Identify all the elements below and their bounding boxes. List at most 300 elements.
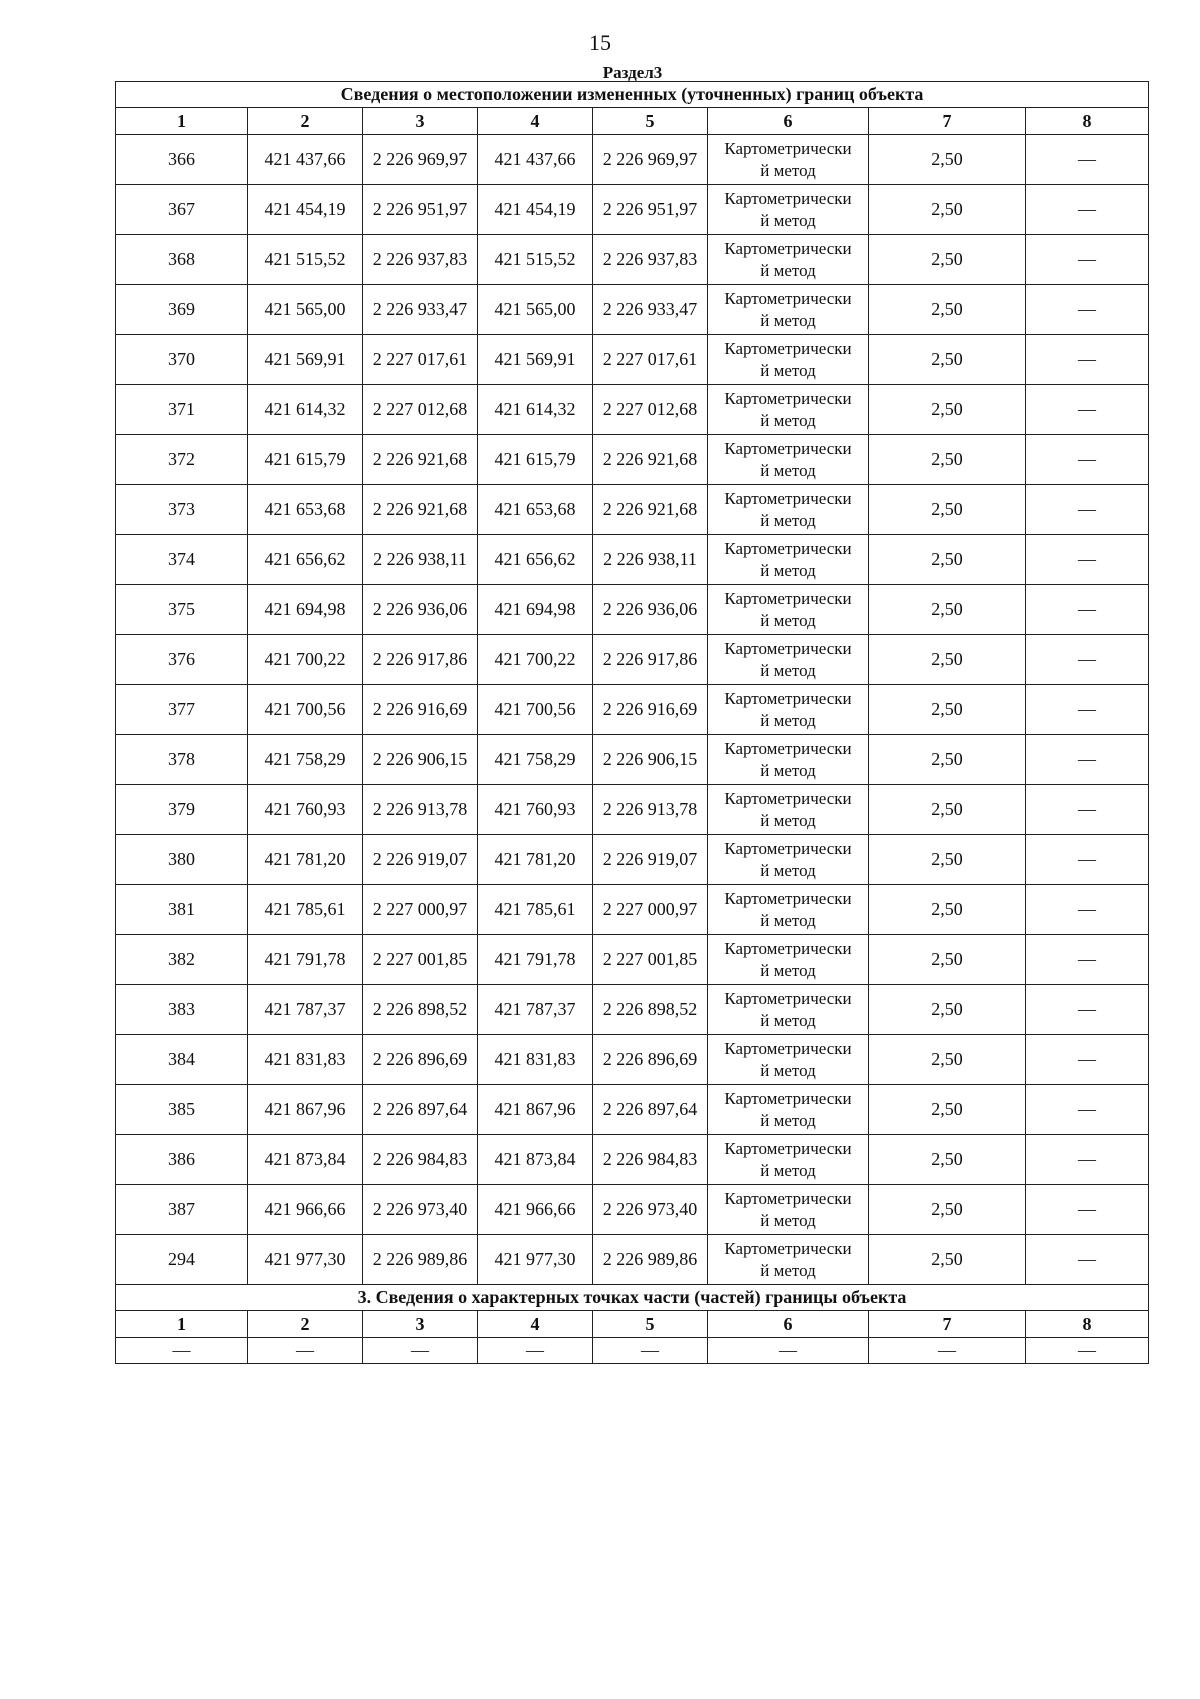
method-line-2: й метод xyxy=(760,1260,816,1280)
column-number: 2 xyxy=(248,1311,363,1338)
x-existing-cell: 421 831,83 xyxy=(248,1035,363,1085)
empty-cell: — xyxy=(1026,1338,1149,1364)
y-existing-cell: 2 226 897,64 xyxy=(363,1085,478,1135)
x-new-cell: 421 785,61 xyxy=(478,885,593,935)
empty-cell: — xyxy=(116,1338,248,1364)
method-cell xyxy=(708,1135,869,1185)
accuracy-cell: 2,50 xyxy=(869,585,1026,635)
method-line-1: Картометрически xyxy=(724,738,852,758)
method-line-2: й метод xyxy=(760,610,816,630)
accuracy-cell: 2,50 xyxy=(869,1185,1026,1235)
note-cell: — xyxy=(1026,735,1149,785)
y-new-cell: 2 226 936,06 xyxy=(593,585,708,635)
method-line-2: й метод xyxy=(760,260,816,280)
method-text xyxy=(708,1088,868,1132)
method-text xyxy=(708,538,868,582)
accuracy-cell: 2,50 xyxy=(869,1235,1026,1285)
method-line-2: й метод xyxy=(760,560,816,580)
point-number-cell: 371 xyxy=(116,385,248,435)
table-row xyxy=(116,885,1149,935)
y-new-cell: 2 226 906,15 xyxy=(593,735,708,785)
accuracy-cell: 2,50 xyxy=(869,485,1026,535)
y-existing-cell: 2 226 938,11 xyxy=(363,535,478,585)
point-number-cell: 384 xyxy=(116,1035,248,1085)
section3-column-number-row xyxy=(116,1311,1149,1338)
point-number-cell: 368 xyxy=(116,235,248,285)
method-line-1: Картометрически xyxy=(724,788,852,808)
method-line-2: й метод xyxy=(760,860,816,880)
method-text xyxy=(708,888,868,932)
note-cell: — xyxy=(1026,185,1149,235)
table-row xyxy=(116,285,1149,335)
table-row xyxy=(116,385,1149,435)
y-existing-cell: 2 227 001,85 xyxy=(363,935,478,985)
method-cell xyxy=(708,985,869,1035)
y-new-cell: 2 227 001,85 xyxy=(593,935,708,985)
accuracy-cell: 2,50 xyxy=(869,735,1026,785)
point-number-cell: 380 xyxy=(116,835,248,885)
y-existing-cell: 2 226 989,86 xyxy=(363,1235,478,1285)
note-cell: — xyxy=(1026,1185,1149,1235)
method-line-2: й метод xyxy=(760,1160,816,1180)
method-line-2: й метод xyxy=(760,660,816,680)
method-text xyxy=(708,688,868,732)
x-existing-cell: 421 653,68 xyxy=(248,485,363,535)
method-cell xyxy=(708,635,869,685)
method-line-2: й метод xyxy=(760,160,816,180)
column-number: 4 xyxy=(478,108,593,135)
x-existing-cell: 421 700,22 xyxy=(248,635,363,685)
y-new-cell: 2 226 938,11 xyxy=(593,535,708,585)
table-row xyxy=(116,435,1149,485)
method-cell xyxy=(708,135,869,185)
note-cell: — xyxy=(1026,535,1149,585)
method-line-1: Картометрически xyxy=(724,638,852,658)
y-existing-cell: 2 226 937,83 xyxy=(363,235,478,285)
x-existing-cell: 421 515,52 xyxy=(248,235,363,285)
method-text xyxy=(708,238,868,282)
accuracy-cell: 2,50 xyxy=(869,1085,1026,1135)
note-cell: — xyxy=(1026,785,1149,835)
x-new-cell: 421 781,20 xyxy=(478,835,593,885)
method-line-2: й метод xyxy=(760,710,816,730)
empty-cell: — xyxy=(708,1338,869,1364)
note-cell: — xyxy=(1026,385,1149,435)
method-line-2: й метод xyxy=(760,360,816,380)
y-new-cell: 2 226 984,83 xyxy=(593,1135,708,1185)
point-number-cell: 377 xyxy=(116,685,248,735)
method-text xyxy=(708,488,868,532)
method-text xyxy=(708,1188,868,1232)
y-new-cell: 2 226 896,69 xyxy=(593,1035,708,1085)
method-line-1: Картометрически xyxy=(724,188,852,208)
method-text xyxy=(708,938,868,982)
method-line-1: Картометрически xyxy=(724,888,852,908)
column-number: 6 xyxy=(708,1311,869,1338)
y-new-cell: 2 226 937,83 xyxy=(593,235,708,285)
y-existing-cell: 2 226 919,07 xyxy=(363,835,478,885)
point-number-cell: 369 xyxy=(116,285,248,335)
y-existing-cell: 2 226 921,68 xyxy=(363,485,478,535)
method-text xyxy=(708,588,868,632)
method-line-1: Картометрически xyxy=(724,138,852,158)
x-existing-cell: 421 781,20 xyxy=(248,835,363,885)
method-text xyxy=(708,988,868,1032)
y-existing-cell: 2 226 951,97 xyxy=(363,185,478,235)
x-existing-cell: 421 700,56 xyxy=(248,685,363,735)
y-existing-cell: 2 226 913,78 xyxy=(363,785,478,835)
point-number-cell: 378 xyxy=(116,735,248,785)
method-cell xyxy=(708,1035,869,1085)
column-number: 5 xyxy=(593,1311,708,1338)
method-cell xyxy=(708,785,869,835)
method-cell xyxy=(708,835,869,885)
y-new-cell: 2 226 917,86 xyxy=(593,635,708,685)
method-line-1: Картометрически xyxy=(724,688,852,708)
method-cell xyxy=(708,685,869,735)
column-number: 2 xyxy=(248,108,363,135)
method-cell xyxy=(708,285,869,335)
point-number-cell: 376 xyxy=(116,635,248,685)
y-existing-cell: 2 226 896,69 xyxy=(363,1035,478,1085)
x-new-cell: 421 565,00 xyxy=(478,285,593,335)
method-line-1: Картометрически xyxy=(724,938,852,958)
x-existing-cell: 421 694,98 xyxy=(248,585,363,635)
column-number: 7 xyxy=(869,108,1026,135)
method-cell xyxy=(708,535,869,585)
table-row xyxy=(116,535,1149,585)
method-line-2: й метод xyxy=(760,1110,816,1130)
y-new-cell: 2 226 919,07 xyxy=(593,835,708,885)
method-line-1: Картометрически xyxy=(724,588,852,608)
accuracy-cell: 2,50 xyxy=(869,785,1026,835)
note-cell: — xyxy=(1026,435,1149,485)
column-number-row xyxy=(116,108,1149,135)
x-new-cell: 421 615,79 xyxy=(478,435,593,485)
table-row xyxy=(116,685,1149,735)
note-cell: — xyxy=(1026,335,1149,385)
x-new-cell: 421 966,66 xyxy=(478,1185,593,1235)
y-new-cell: 2 227 017,61 xyxy=(593,335,708,385)
method-line-1: Картометрически xyxy=(724,338,852,358)
accuracy-cell: 2,50 xyxy=(869,685,1026,735)
y-existing-cell: 2 226 933,47 xyxy=(363,285,478,335)
section3-title: 3. Сведения о характерных точках части (частей) границы объекта xyxy=(116,1285,1149,1311)
method-text xyxy=(708,388,868,432)
accuracy-cell: 2,50 xyxy=(869,535,1026,585)
method-line-1: Картометрически xyxy=(724,388,852,408)
method-line-2: й метод xyxy=(760,910,816,930)
method-text xyxy=(708,188,868,232)
note-cell: — xyxy=(1026,235,1149,285)
column-number: 6 xyxy=(708,108,869,135)
y-new-cell: 2 226 897,64 xyxy=(593,1085,708,1135)
note-cell: — xyxy=(1026,135,1149,185)
method-cell xyxy=(708,585,869,635)
method-cell xyxy=(708,1185,869,1235)
method-line-1: Картометрически xyxy=(724,238,852,258)
x-existing-cell: 421 614,32 xyxy=(248,385,363,435)
x-existing-cell: 421 977,30 xyxy=(248,1235,363,1285)
method-line-2: й метод xyxy=(760,210,816,230)
table-row xyxy=(116,1035,1149,1085)
y-existing-cell: 2 226 898,52 xyxy=(363,985,478,1035)
table-title-row xyxy=(116,82,1149,108)
accuracy-cell: 2,50 xyxy=(869,385,1026,435)
x-existing-cell: 421 437,66 xyxy=(248,135,363,185)
method-line-2: й метод xyxy=(760,310,816,330)
x-existing-cell: 421 867,96 xyxy=(248,1085,363,1135)
x-existing-cell: 421 760,93 xyxy=(248,785,363,835)
method-cell xyxy=(708,485,869,535)
method-line-1: Картометрически xyxy=(724,1188,852,1208)
method-line-2: й метод xyxy=(760,1010,816,1030)
point-number-cell: 381 xyxy=(116,885,248,935)
table-row xyxy=(116,135,1149,185)
accuracy-cell: 2,50 xyxy=(869,885,1026,935)
method-line-1: Картометрически xyxy=(724,1088,852,1108)
y-existing-cell: 2 226 973,40 xyxy=(363,1185,478,1235)
x-existing-cell: 421 454,19 xyxy=(248,185,363,235)
table-row xyxy=(116,185,1149,235)
x-new-cell: 421 787,37 xyxy=(478,985,593,1035)
table-title: Сведения о местоположении измененных (уточненных) границ объекта xyxy=(116,82,1149,108)
point-number-cell: 387 xyxy=(116,1185,248,1235)
method-text xyxy=(708,638,868,682)
method-text xyxy=(708,438,868,482)
table-row xyxy=(116,935,1149,985)
point-number-cell: 294 xyxy=(116,1235,248,1285)
accuracy-cell: 2,50 xyxy=(869,285,1026,335)
method-line-1: Картометрически xyxy=(724,538,852,558)
y-existing-cell: 2 226 916,69 xyxy=(363,685,478,735)
y-new-cell: 2 226 933,47 xyxy=(593,285,708,335)
x-existing-cell: 421 656,62 xyxy=(248,535,363,585)
x-new-cell: 421 873,84 xyxy=(478,1135,593,1185)
method-line-1: Картометрически xyxy=(724,1138,852,1158)
x-existing-cell: 421 791,78 xyxy=(248,935,363,985)
section3-empty-row xyxy=(116,1338,1149,1364)
empty-cell: — xyxy=(593,1338,708,1364)
section3-title-row xyxy=(116,1285,1149,1311)
y-existing-cell: 2 226 921,68 xyxy=(363,435,478,485)
accuracy-cell: 2,50 xyxy=(869,985,1026,1035)
x-existing-cell: 421 615,79 xyxy=(248,435,363,485)
note-cell: — xyxy=(1026,1085,1149,1135)
page-number: 15 xyxy=(589,30,611,55)
note-cell: — xyxy=(1026,1135,1149,1185)
table-row xyxy=(116,785,1149,835)
y-new-cell: 2 226 913,78 xyxy=(593,785,708,835)
x-new-cell: 421 700,56 xyxy=(478,685,593,735)
point-number-cell: 375 xyxy=(116,585,248,635)
note-cell: — xyxy=(1026,485,1149,535)
method-text xyxy=(708,788,868,832)
method-text xyxy=(708,338,868,382)
method-line-1: Картометрически xyxy=(724,1038,852,1058)
method-line-1: Картометрически xyxy=(724,288,852,308)
column-number: 4 xyxy=(478,1311,593,1338)
accuracy-cell: 2,50 xyxy=(869,135,1026,185)
x-new-cell: 421 760,93 xyxy=(478,785,593,835)
point-number-cell: 386 xyxy=(116,1135,248,1185)
method-line-1: Картометрически xyxy=(724,838,852,858)
method-cell xyxy=(708,185,869,235)
empty-cell: — xyxy=(248,1338,363,1364)
x-new-cell: 421 656,62 xyxy=(478,535,593,585)
method-line-2: й метод xyxy=(760,1210,816,1230)
y-new-cell: 2 226 921,68 xyxy=(593,435,708,485)
x-new-cell: 421 454,19 xyxy=(478,185,593,235)
x-new-cell: 421 614,32 xyxy=(478,385,593,435)
point-number-cell: 382 xyxy=(116,935,248,985)
note-cell: — xyxy=(1026,835,1149,885)
note-cell: — xyxy=(1026,985,1149,1035)
column-number: 3 xyxy=(363,108,478,135)
table-row xyxy=(116,835,1149,885)
accuracy-cell: 2,50 xyxy=(869,185,1026,235)
note-cell: — xyxy=(1026,885,1149,935)
point-number-cell: 385 xyxy=(116,1085,248,1135)
y-existing-cell: 2 226 936,06 xyxy=(363,585,478,635)
y-new-cell: 2 226 973,40 xyxy=(593,1185,708,1235)
method-line-2: й метод xyxy=(760,460,816,480)
x-new-cell: 421 515,52 xyxy=(478,235,593,285)
point-number-cell: 372 xyxy=(116,435,248,485)
table-row xyxy=(116,1185,1149,1235)
method-line-2: й метод xyxy=(760,960,816,980)
table-row xyxy=(116,635,1149,685)
table-row xyxy=(116,585,1149,635)
method-text xyxy=(708,1038,868,1082)
x-new-cell: 421 758,29 xyxy=(478,735,593,785)
method-line-1: Картометрически xyxy=(724,1238,852,1258)
y-existing-cell: 2 226 917,86 xyxy=(363,635,478,685)
point-number-cell: 379 xyxy=(116,785,248,835)
method-line-1: Картометрически xyxy=(724,438,852,458)
accuracy-cell: 2,50 xyxy=(869,935,1026,985)
method-text xyxy=(708,1138,868,1182)
x-new-cell: 421 569,91 xyxy=(478,335,593,385)
x-existing-cell: 421 569,91 xyxy=(248,335,363,385)
y-existing-cell: 2 227 000,97 xyxy=(363,885,478,935)
note-cell: — xyxy=(1026,1035,1149,1085)
x-new-cell: 421 977,30 xyxy=(478,1235,593,1285)
x-existing-cell: 421 565,00 xyxy=(248,285,363,335)
y-existing-cell: 2 227 017,61 xyxy=(363,335,478,385)
method-cell xyxy=(708,1235,869,1285)
method-line-2: й метод xyxy=(760,510,816,530)
table-row xyxy=(116,1085,1149,1135)
method-cell xyxy=(708,435,869,485)
method-line-2: й метод xyxy=(760,410,816,430)
method-cell xyxy=(708,1085,869,1135)
y-existing-cell: 2 226 906,15 xyxy=(363,735,478,785)
x-new-cell: 421 791,78 xyxy=(478,935,593,985)
table-row xyxy=(116,985,1149,1035)
y-new-cell: 2 226 969,97 xyxy=(593,135,708,185)
table-row xyxy=(116,1235,1149,1285)
note-cell: — xyxy=(1026,635,1149,685)
note-cell: — xyxy=(1026,585,1149,635)
method-line-2: й метод xyxy=(760,810,816,830)
y-new-cell: 2 226 916,69 xyxy=(593,685,708,735)
column-number: 1 xyxy=(116,108,248,135)
method-text xyxy=(708,138,868,182)
column-number: 3 xyxy=(363,1311,478,1338)
note-cell: — xyxy=(1026,685,1149,735)
method-cell xyxy=(708,235,869,285)
column-number: 8 xyxy=(1026,1311,1149,1338)
note-cell: — xyxy=(1026,285,1149,335)
method-cell xyxy=(708,735,869,785)
boundary-table xyxy=(115,81,1149,1364)
point-number-cell: 383 xyxy=(116,985,248,1035)
empty-cell: — xyxy=(363,1338,478,1364)
y-existing-cell: 2 227 012,68 xyxy=(363,385,478,435)
table-row xyxy=(116,335,1149,385)
method-text xyxy=(708,838,868,882)
method-cell xyxy=(708,885,869,935)
table-row xyxy=(116,485,1149,535)
method-line-2: й метод xyxy=(760,1060,816,1080)
y-new-cell: 2 227 012,68 xyxy=(593,385,708,435)
empty-cell: — xyxy=(478,1338,593,1364)
x-existing-cell: 421 758,29 xyxy=(248,735,363,785)
x-new-cell: 421 831,83 xyxy=(478,1035,593,1085)
method-text xyxy=(708,1238,868,1282)
accuracy-cell: 2,50 xyxy=(869,335,1026,385)
note-cell: — xyxy=(1026,935,1149,985)
x-existing-cell: 421 873,84 xyxy=(248,1135,363,1185)
empty-cell: — xyxy=(869,1338,1026,1364)
column-number: 5 xyxy=(593,108,708,135)
column-number: 7 xyxy=(869,1311,1026,1338)
y-new-cell: 2 226 921,68 xyxy=(593,485,708,535)
table-row xyxy=(116,1135,1149,1185)
point-number-cell: 373 xyxy=(116,485,248,535)
point-number-cell: 366 xyxy=(116,135,248,185)
method-line-1: Картометрически xyxy=(724,988,852,1008)
section-label: Раздел3 xyxy=(602,63,663,82)
point-number-cell: 374 xyxy=(116,535,248,585)
y-new-cell: 2 226 898,52 xyxy=(593,985,708,1035)
method-text xyxy=(708,738,868,782)
point-number-cell: 367 xyxy=(116,185,248,235)
accuracy-cell: 2,50 xyxy=(869,1035,1026,1085)
accuracy-cell: 2,50 xyxy=(869,1135,1026,1185)
method-cell xyxy=(708,335,869,385)
accuracy-cell: 2,50 xyxy=(869,635,1026,685)
x-existing-cell: 421 787,37 xyxy=(248,985,363,1035)
method-cell xyxy=(708,385,869,435)
accuracy-cell: 2,50 xyxy=(869,835,1026,885)
x-existing-cell: 421 785,61 xyxy=(248,885,363,935)
table-row xyxy=(116,235,1149,285)
note-cell: — xyxy=(1026,1235,1149,1285)
y-new-cell: 2 226 951,97 xyxy=(593,185,708,235)
column-number: 8 xyxy=(1026,108,1149,135)
column-number: 1 xyxy=(116,1311,248,1338)
x-new-cell: 421 653,68 xyxy=(478,485,593,535)
table-row xyxy=(116,735,1149,785)
x-existing-cell: 421 966,66 xyxy=(248,1185,363,1235)
method-text xyxy=(708,288,868,332)
x-new-cell: 421 700,22 xyxy=(478,635,593,685)
accuracy-cell: 2,50 xyxy=(869,235,1026,285)
y-existing-cell: 2 226 984,83 xyxy=(363,1135,478,1185)
accuracy-cell: 2,50 xyxy=(869,435,1026,485)
